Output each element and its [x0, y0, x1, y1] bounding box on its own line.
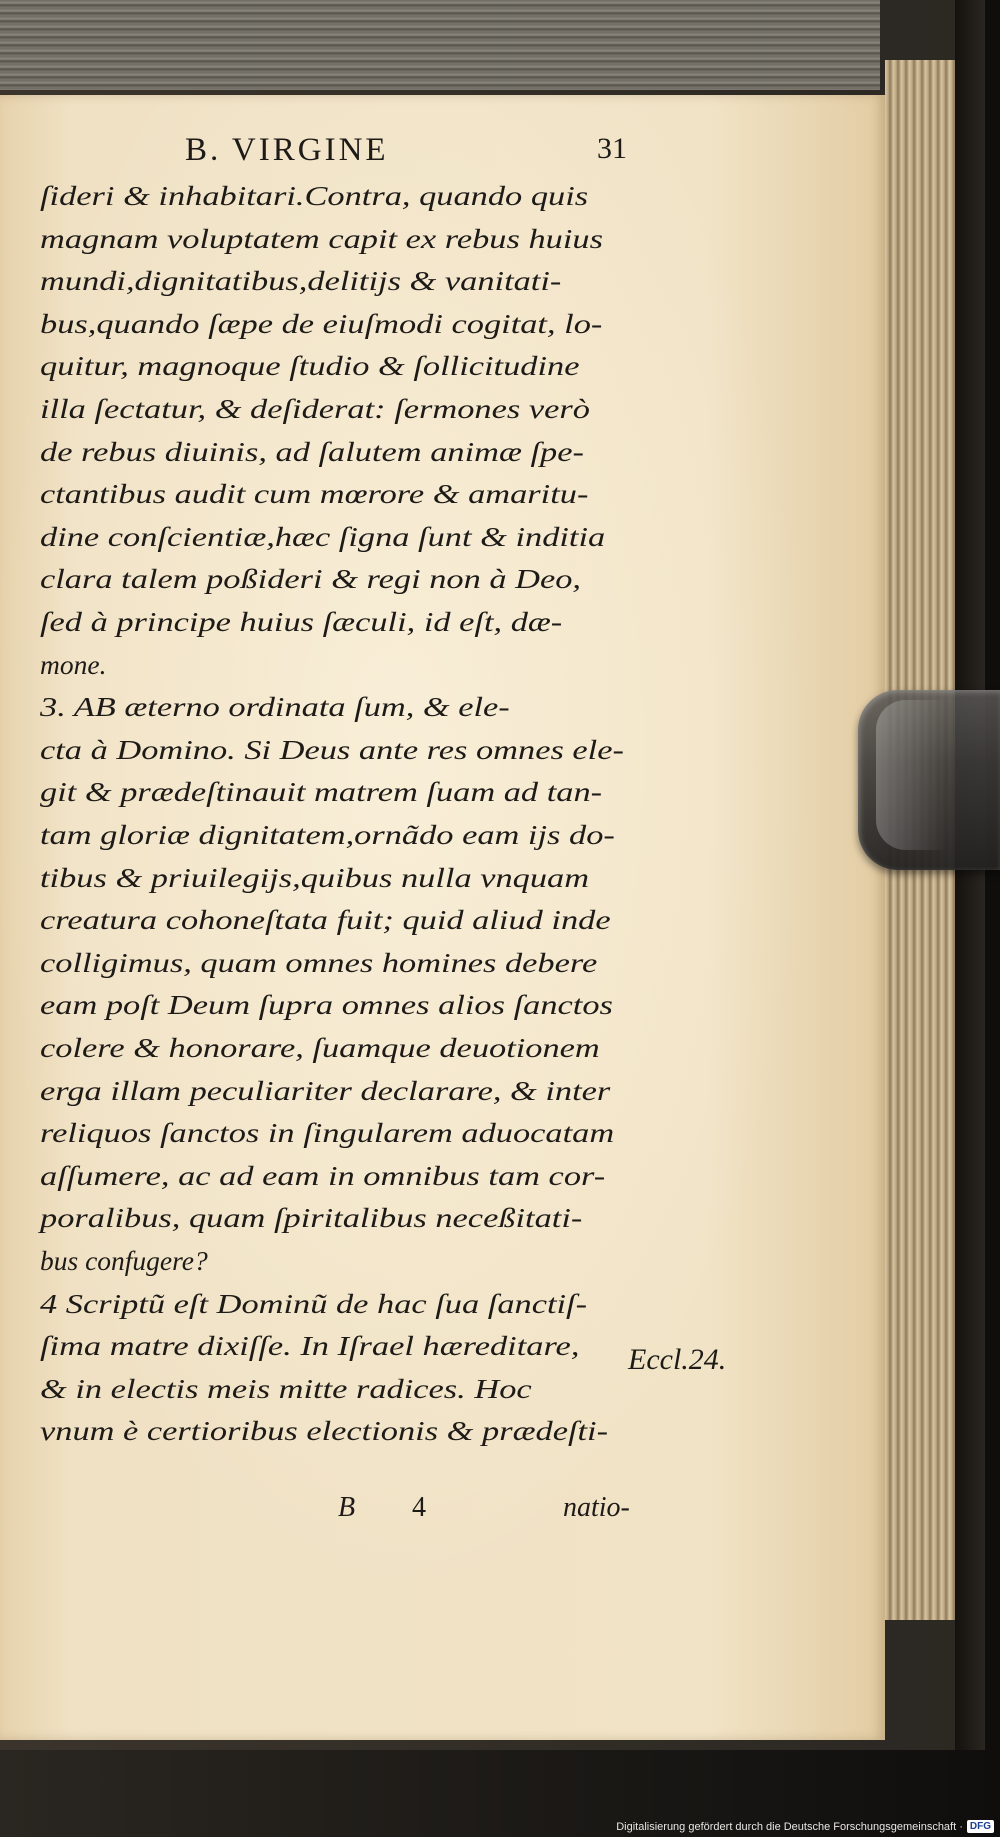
text-line: mundi,dignitatibus,delitijs & vanitati-	[40, 265, 562, 297]
text-line: ſima matre dixiſſe. In Iſrael hæreditare,	[40, 1330, 580, 1362]
text-line: quitur, magnoque ſtudio & ſollicitudine	[40, 350, 580, 382]
text-line: aſſumere, ac ad eam in omnibus tam cor-	[40, 1159, 606, 1191]
text-line: mone.	[40, 648, 107, 680]
text-line: 4 Scriptũ eſt Dominũ de hac ſua ſanctiſ-	[40, 1287, 588, 1319]
text-line: 3. AB æterno ordinata ſum, & ele-	[40, 691, 510, 723]
dfg-logo: DFG	[967, 1820, 994, 1833]
page-header	[185, 132, 645, 172]
text-line: clara talem poßideri & regi non à Deo,	[40, 563, 582, 595]
text-line: vnum è certioribus electionis & prædeſti-	[40, 1415, 609, 1447]
catchword: natio-	[563, 1492, 630, 1523]
text-line: bus,quando ſæpe de eiuſmodi cogitat, lo-	[40, 307, 603, 339]
text-line: eam poſt Deum ſupra omnes alios ſanctos	[40, 989, 613, 1021]
text-line: ctantibus audit cum mœrore & amaritu-	[40, 478, 589, 510]
text-line: de rebus diuinis, ad ſalutem animæ ſpe-	[40, 435, 584, 467]
page-number: 31	[597, 132, 627, 165]
book-spine	[955, 0, 985, 1750]
text-line: tam gloriæ dignitatem,ornãdo eam ijs do-	[40, 819, 615, 850]
running-head: B. VIRGINE	[185, 132, 389, 168]
text-line: ſed à principe huius ſæculi, id eſt, dæ-	[40, 606, 563, 637]
text-line: dine conſcientiæ,hæc ſigna ſunt & inditia	[40, 520, 606, 552]
text-line: cta à Domino. Si Deus ante res omnes ele-	[40, 733, 624, 765]
text-line: tibus & priuilegijs,quibus nulla vnquam	[40, 861, 590, 893]
text-line: magnam voluptatem capit ex rebus huius	[40, 222, 603, 254]
text-line: illa ſectatur, & deſiderat: ſermones verò	[40, 393, 590, 424]
credit-text: Digitalisierung gefördert durch die Deutsche Forschungsgemeinschaft ·	[616, 1820, 963, 1833]
signature-mark: B	[338, 1492, 356, 1523]
page-edges-top	[0, 0, 880, 90]
text-line: bus confugere?	[40, 1245, 208, 1276]
text-line: colere & honorare, ſuamque deuotionem	[40, 1032, 600, 1063]
digitization-credit	[616, 1820, 994, 1833]
text-line: ſideri & inhabitari.Contra, quando quis	[40, 180, 589, 211]
text-line: colligimus, quam omnes homines debere	[40, 946, 598, 978]
text-line: git & prædeſtinauit matrem ſuam ad tan-	[40, 776, 603, 808]
text-line: poralibus, quam ſpiritalibus neceßitati-	[40, 1202, 583, 1234]
page-clip-sheen	[876, 700, 946, 850]
text-line: creatura cohoneſtata fuit; quid aliud inde	[40, 904, 611, 936]
text-line: reliquos ſanctos in ſingularem aduocatam	[40, 1117, 615, 1149]
signature-number: 4	[412, 1492, 426, 1523]
margin-note: Eccl.24.	[628, 1343, 727, 1376]
text-line: erga illam peculiariter declarare, & inter	[40, 1074, 611, 1106]
text-line: & in electis meis mitte radices. Hoc	[40, 1372, 532, 1404]
